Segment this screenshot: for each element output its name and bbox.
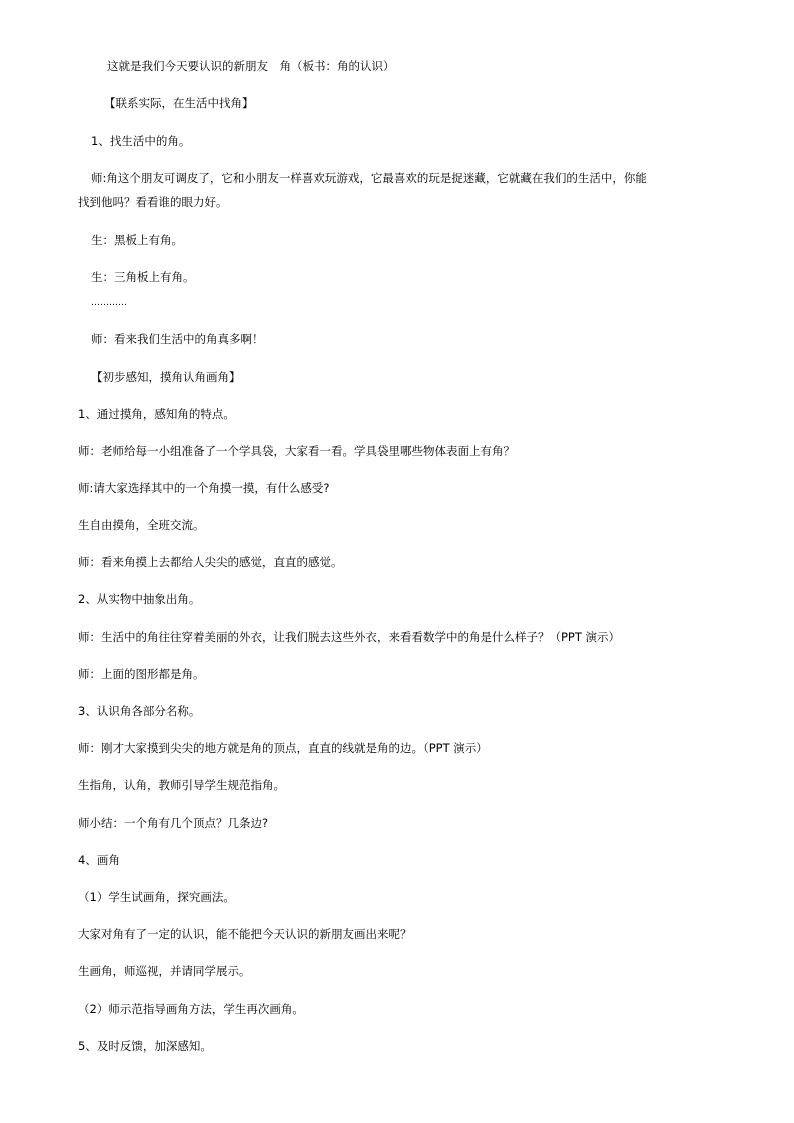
text-line: 师小结：一个角有几个顶点？几条边? [78, 816, 269, 830]
section-heading: 【初步感知，摸角认角画角】 [91, 370, 241, 384]
text-line: 生：三角板上有角。 [91, 270, 195, 284]
text-line: 师：生活中的角往往穿着美丽的外衣，让我们脱去这些外衣，来看看数学中的角是什么样子？（PPT 演示） [78, 630, 621, 644]
text-line: 4、画角 [78, 853, 120, 867]
text-line: 5、及时反馈，加深感知。 [78, 1039, 212, 1053]
text-line: 1、找生活中的角。 [91, 134, 191, 148]
text-line: 生画角，师巡视，并请同学展示。 [78, 964, 251, 978]
text-line: （2）师示范指导画角方法，学生再次画角。 [78, 1002, 304, 1016]
text-line: 师：看来角摸上去都给人尖尖的感觉，直直的感觉。 [78, 555, 343, 569]
text-line: 师：上面的图形都是角。 [78, 667, 205, 681]
text-line: 生指角，认角，教师引导学生规范指角。 [78, 778, 285, 792]
text-line: 师：老师给每一小组准备了一个学具袋，大家看一看。学具袋里哪些物体表面上有角？ [78, 444, 515, 458]
text-line: （1）学生试画角，探究画法。 [78, 890, 235, 904]
section-heading: 【联系实际，在生活中找角】 [104, 96, 254, 110]
ellipsis-line: ………… [91, 298, 127, 308]
text-line: 1、通过摸角，感知角的特点。 [78, 407, 235, 421]
text-line: 找到他吗？看看谁的眼力好。 [78, 195, 228, 209]
text-line: 2、从实物中抽象出角。 [78, 592, 201, 606]
text-line: 生：黑板上有角。 [91, 233, 183, 247]
text-line: 师：刚才大家摸到尖尖的地方就是角的顶点，直直的线就是角的边。（PPT 演示） [78, 741, 488, 755]
text-line: 师：看来我们生活中的角真多啊！ [91, 332, 264, 346]
text-line: 大家对角有了一定的认识，能不能把今天认识的新朋友画出来呢？ [78, 927, 412, 941]
text-line: 生自由摸角，全班交流。 [78, 518, 205, 532]
text-line: 3、认识角各部分名称。 [78, 704, 201, 718]
text-line: 师:角这个朋友可调皮了，它和小朋友一样喜欢玩游戏，它最喜欢的玩是捉迷藏，它就藏在我们的生活中，你能 [91, 171, 647, 185]
text-line: 师:请大家选择其中的一个角摸一摸，有什么感受? [78, 481, 330, 495]
text-line: 这就是我们今天要认识的新朋友 角（板书：角的认识） [107, 59, 395, 73]
